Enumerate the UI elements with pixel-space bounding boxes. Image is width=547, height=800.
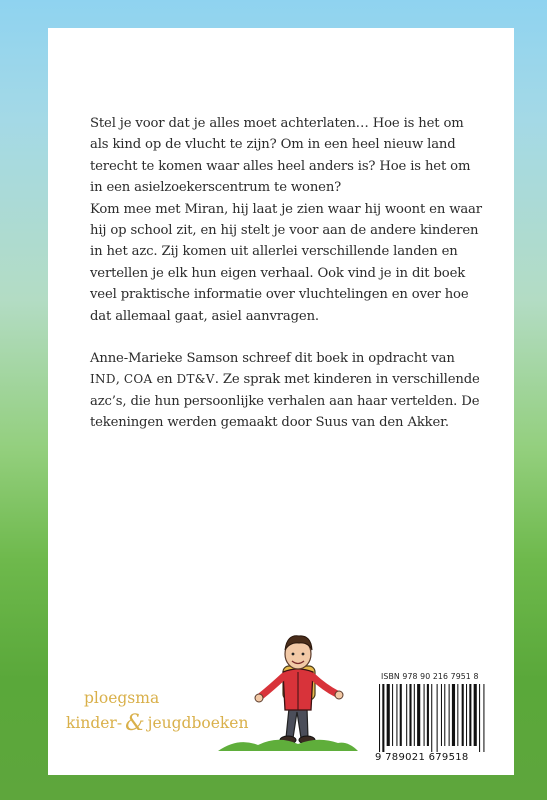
barcode-bar [457, 684, 458, 746]
imprint-left: kinder- [66, 714, 123, 732]
isbn-label: ISBN 978 90 216 7951 8 [381, 672, 479, 681]
credits-text-start: Anne-Marieke Samson schreef dit boek in opdracht van [90, 351, 455, 366]
barcode-bar [387, 684, 390, 746]
barcode-bar [414, 684, 415, 746]
barcode-bar [417, 684, 420, 746]
org-ind: IND [90, 372, 116, 387]
barcode-bar [466, 684, 467, 746]
publisher-name: ploegsma [84, 689, 160, 707]
org-coa: COA [123, 372, 153, 387]
barcode-bar [427, 684, 429, 746]
ean-digits: 9 789021 679518 [375, 752, 469, 763]
publisher-imprint [66, 710, 248, 735]
ampersand-glyph: & [125, 711, 145, 736]
barcode-bar [379, 684, 380, 752]
isbn-barcode-block [375, 668, 511, 765]
credits-paragraph [90, 348, 485, 434]
imprint-right: jeugdboeken [147, 714, 249, 732]
barcode-bar [382, 684, 384, 752]
barcode-bar [431, 684, 432, 752]
barcode-bar [392, 684, 393, 746]
org-dtv: DT&V [176, 372, 215, 387]
barcode-bar [441, 684, 442, 746]
barcode-bar [406, 684, 407, 746]
barcode-bar [474, 684, 477, 746]
author-credits [90, 348, 485, 434]
barcode-bar [424, 684, 425, 746]
barcode-bar [396, 684, 397, 746]
barcode-bar [469, 684, 471, 746]
barcode-bar [437, 684, 438, 752]
barcode-bar [483, 684, 484, 752]
ean-13-barcode [375, 684, 511, 752]
barcode-bar [444, 684, 445, 746]
blurb-paragraph-1: Stel je voor dat je alles moet achterlaten… Hoe is het om als kind op de vlucht te zijn? Om in een heel nieuw land terecht te komen waar alles heel anders is? Hoe is het om in een asielzoekerscentrum te wonen? [90, 116, 471, 196]
blurb-paragraph-2: Kom mee met Miran, hij laat je zien waar hij woont en waar hij op school zit, en hij stelt je voor aan de andere kinderen in het azc. Zij komen uit allerlei verschillende landen en vertellen je elk hun eigen verhaal. Ook vind je in dit boek veel praktische informatie over vluchtelingen en over hoe dat allemaal gaat, asiel aanvragen. [90, 201, 482, 324]
barcode-bar [479, 684, 480, 752]
credits-text-end: . Ze sprak met kinderen in verschillende azc’s, die hun persoonlijke verhalen aan haar vertelden. De tekeningen werden gemaakt door Suus van den Akker. [90, 372, 480, 431]
publisher-logo [66, 686, 248, 735]
blurb-intro [90, 113, 485, 327]
barcode-bar [409, 684, 411, 746]
barcode-bar [400, 684, 402, 746]
conjunction: en [156, 372, 173, 388]
white-text-panel [48, 28, 514, 775]
barcode-bar [449, 684, 450, 746]
barcode-bar [452, 684, 455, 746]
barcode-bar [462, 684, 464, 746]
comma: , [115, 372, 120, 388]
